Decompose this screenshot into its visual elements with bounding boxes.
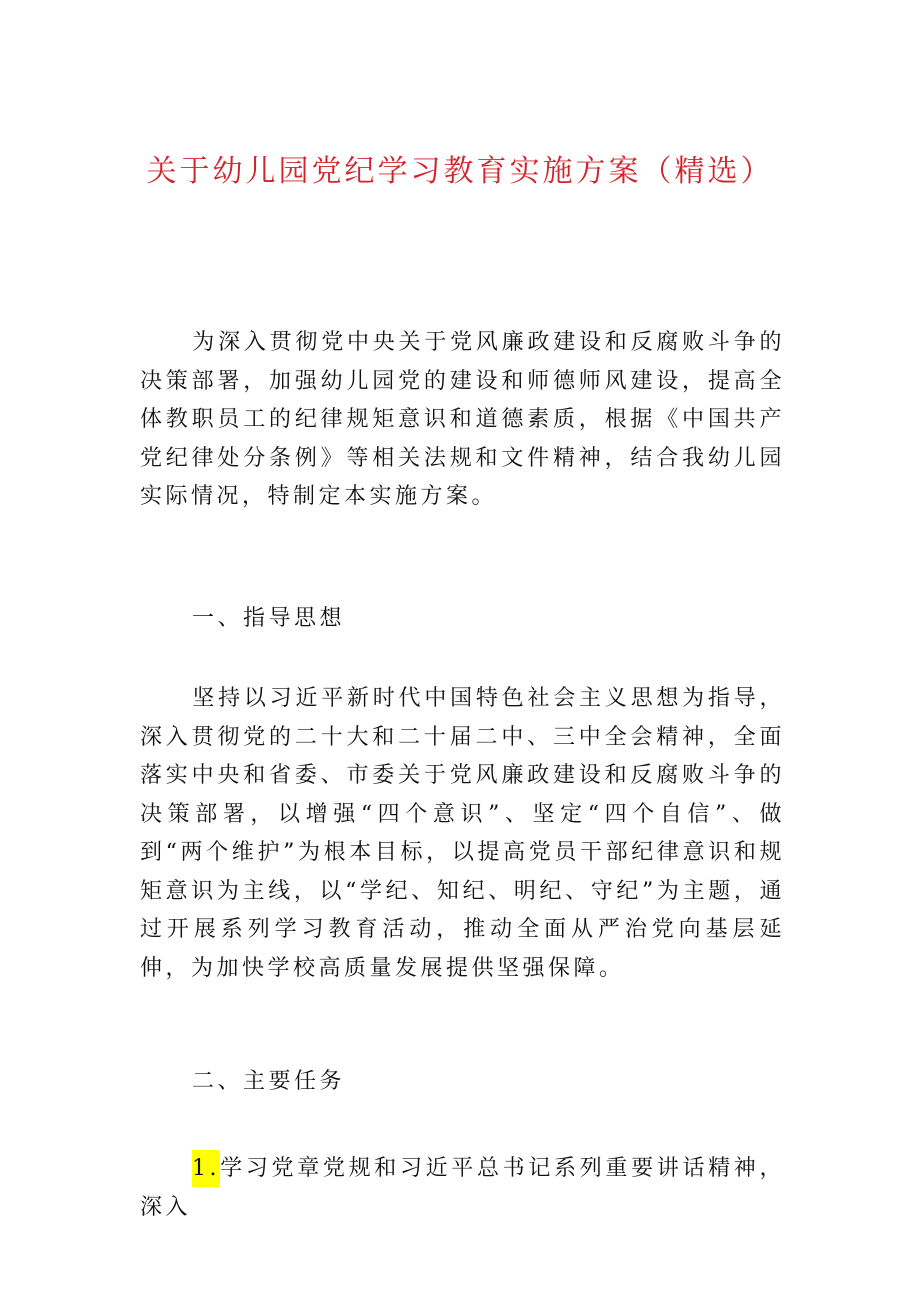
document-title: 关于幼儿园党纪学习教育实施方案（精选） bbox=[146, 154, 774, 189]
section-heading-guiding-ideology: 一、指导思想 bbox=[192, 606, 346, 631]
intro-paragraph bbox=[140, 324, 785, 517]
intro-text: 为深入贯彻党中央关于党风廉政建设和反腐败斗争的决策部署，加强幼儿园党的建设和师德师风建设，提高全体教职员工的纪律规矩意识和道德素质，根据《中国共产党纪律处分条例》等相关法规和文件精神，结合我幼儿园实际情况，特制定本实施方案。 bbox=[140, 330, 785, 509]
guiding-ideology-text: 坚持以习近平新时代中国特色社会主义思想为指导，深入贯彻党的二十大和二十届二中、三中全会精神，全面落实中央和省委、市委关于党风廉政建设和反腐败斗争的决策部署，以增强“四个意识”、坚定“四个自信”、做到“两个维护”为根本目标，以提高党员干部纪律意识和规矩意识为主线，以“学纪、知纪、明纪、守纪”为主题，通过开展系列学习教育活动，推动全面从严治党向基层延伸，为加快学校高质量发展提供坚强保障。 bbox=[140, 686, 785, 981]
item-number-highlight: 1. bbox=[192, 1150, 220, 1187]
main-task-item-1 bbox=[140, 1150, 785, 1227]
guiding-ideology-paragraph bbox=[140, 680, 785, 988]
section-heading-main-tasks: 二、主要任务 bbox=[192, 1069, 346, 1094]
item-1-text: 学习党章党规和习近平总书记系列重要讲话精神，深入 bbox=[140, 1156, 785, 1220]
